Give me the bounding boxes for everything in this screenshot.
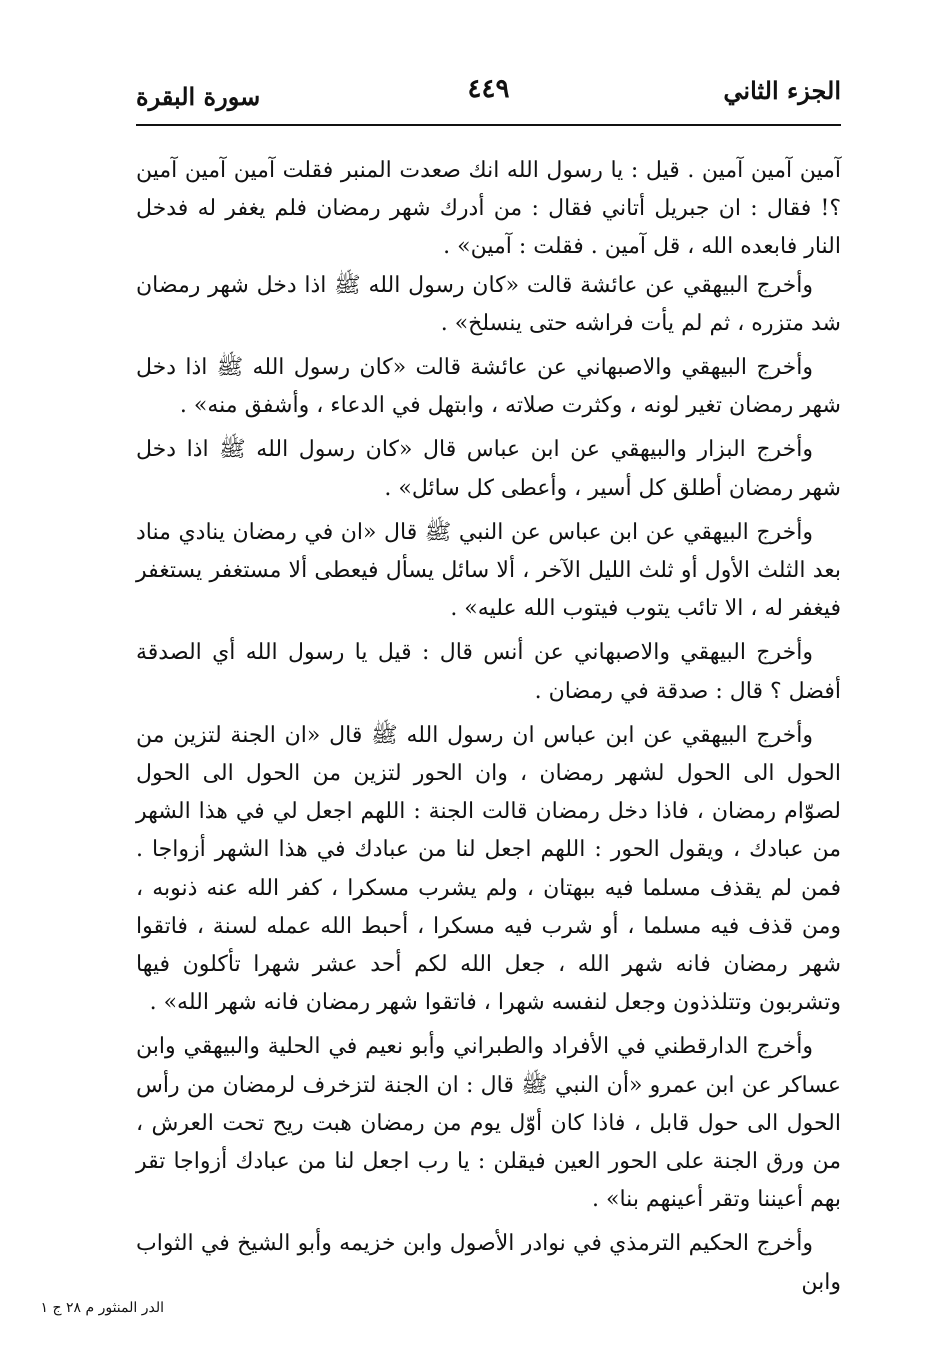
paragraph: آمين آمين آمين . قيل : يا رسول الله انك صعدت المنبر فقلت آمين آمين آمين ؟! فقال : ان جبريل أتاني فقال : من أدرك شهر رمضان فلم يغفر له فدخل النار فابعده الله ، قل آمين . فقلت : آمين» . — [136, 158, 841, 260]
running-header — [136, 70, 841, 120]
paragraph: وأخرج البيهقي عن ابن عباس ان رسول الله ﷺ قال «ان الجنة لتزين من الحول الى الحول لشهر رمضان ، وان الحور لتزين من الحول الى الحول لصوّام رمضان ، فاذا دخل رمضان قالت الجنة : اللهم اجعل لي في هذا الشهر من عبادك ، ويقول الحور : اللهم اجعل لنا من عبادك في هذا الشهر أزواجا . فمن لم يقذف مسلما فيه ببهتان ، ولم يشرب مسكرا ، كفر الله عنه ذنوبه ، ومن قذف فيه مسلما ، أو شرب فيه مسكرا ، أحبط الله عمله لسنة ، فاتقوا شهر رمضان فانه شهر الله ، جعل الله لكم أحد عشر شهرا تأكلون فيها وتشربون وتتلذذون وجعل لنفسه شهرا ، فاتقوا شهر رمضان فانه شهر الله» . — [136, 722, 841, 1016]
header-rule — [136, 124, 841, 126]
paragraph: وأخرج البيهقي والاصبهاني عن أنس قال : قيل يا رسول الله أي الصدقة أفضل ؟ قال : صدقة في رمضان . — [136, 640, 841, 704]
paragraph: وأخرج البيهقي عن عائشة قالت «كان رسول الله ﷺ اذا دخل شهر رمضان شد متزره ، ثم لم يأت فراشه حتى ينسلخ» . — [136, 272, 841, 336]
page-number: ٤٤٩ — [467, 74, 510, 104]
volume-title: الجزء الثاني — [723, 76, 841, 105]
page-body — [136, 152, 841, 1302]
paragraph: وأخرج البزار والبيهقي عن ابن عباس قال «كان رسول الله ﷺ اذا دخل شهر رمضان أطلق كل أسير ، وأعطى كل سائل» . — [136, 437, 841, 501]
signature-line: الدر المنثور م ٢٨ ج ١ — [40, 1300, 164, 1316]
paragraph: وأخرج البيهقي عن ابن عباس عن النبي ﷺ قال «ان في رمضان ينادي مناد بعد الثلث الأول أو ثلث الليل الآخر ، ألا سائل يسأل فيعطى ألا مستغفر يستغفر فيغفر له ، الا تائب يتوب فيتوب الله عليه» . — [136, 519, 841, 622]
surah-title: سورة البقرة — [136, 82, 261, 111]
paragraph: وأخرج الدارقطني في الأفراد والطبراني وأبو نعيم في الحلية والبيهقي وابن عساكر عن ابن عمرو «أن النبي ﷺ قال : ان الجنة لتزخرف لرمضان من رأس الحول الى حول قابل ، فاذا كان أوّل يوم من رمضان هبت ريح تحت العرش ، من ورق الجنة على الحور العين فيقلن : يا رب اجعل لنا من عبادك أزواجا تقر بهم أعيننا وتقر أعينهم بنا» . — [136, 1034, 841, 1213]
paragraph: وأخرج البيهقي والاصبهاني عن عائشة قالت «كان رسول الله ﷺ اذا دخل شهر رمضان تغير لونه ، وكثرت صلاته ، وابتهل في الدعاء ، وأشفق منه» . — [136, 355, 841, 419]
paragraph: وأخرج الحكيم الترمذي في نوادر الأصول وابن خزيمه وأبو الشيخ في الثواب وابن — [136, 1231, 841, 1295]
